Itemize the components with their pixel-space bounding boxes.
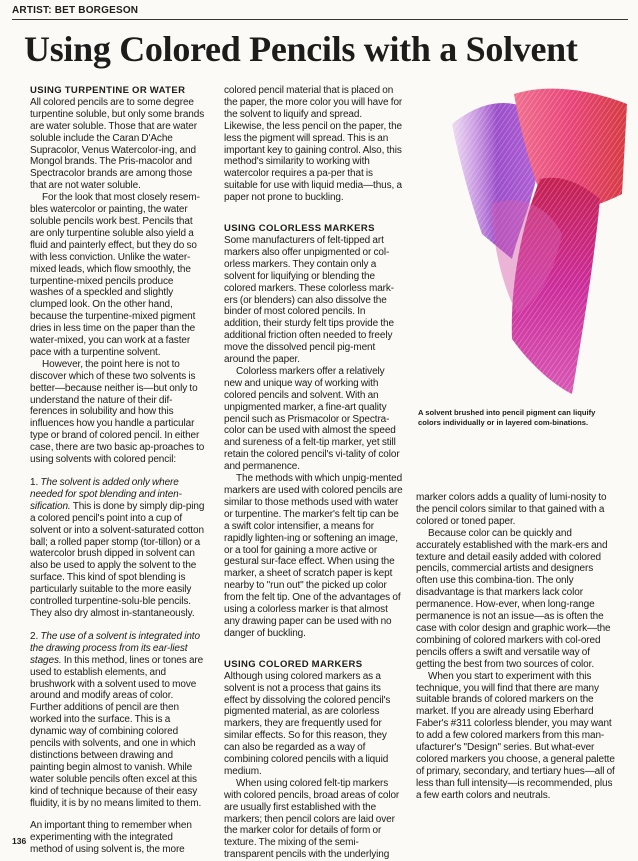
paragraph: Some manufacturers of felt-tipped art markers also offer unpigmented or col-orless markers. They contain only a solvent for liquifying or blending the colored markers. These colorless mark-ers (or blenders) can also dissolve the binder of most colored pencils. In addition, their sturdy felt tips provide the additional friction often needed to freely move the dissolved pencil pig-ment around the paper. (224, 234, 395, 366)
paragraph: colored pencil material that is placed on the paper, the more color you will have for the solvent to liquify and spread. Likewise, the less pencil on the paper, the less the pigment will spread. This is an important key to gaining control. Also, this method's similarity to working with watercolor requires a pa-per that is suitable for use with liquid media—thus, a paper not prone to buckling. (224, 85, 403, 204)
paragraph: For the look that most closely resem-bles watercolor or painting, the water soluble pencils work best. Pencils that are only turpentine soluble also yield a fluid and painterly effect, but they do so with less conviction. Unlike the water-mixed leads, which flow smoothly, the turpentine-mixed pencils produce washes of a speckled and slightly clumped look. On the other hand, because the turpentine-mixed pigment dries in less time on the paper than the water-mixed, you can work at a faster pace with a turpentine solvent. (30, 192, 200, 358)
paragraph: When you start to experiment with this technique, you will find that there are many suitable brands of colored markers on the market. If you are already using Eberhard Faber's #311 colorless blender, you may want to add a few colored markers from this man-ufacturer's "Design" series. But what-ever colored markers you choose, a general palette of primary, secondary, and tertiary hues—all of less than full intensity—is recommended, plus a few earth colors and neutrals. (416, 670, 615, 801)
paragraph: All colored pencils are to some degree turpentine soluble, but only some brands are water soluble. Those that are water soluble include the Caran D'Ache Supracolor, Venus Watercolor-ing, and Mongol brands. The Pris-macolor and Spectracolor brands are among those that are not water soluble. (30, 96, 205, 192)
item-emphasis: The solvent is added only where needed for spot blending and inten-sification. (30, 477, 182, 512)
section-heading-turpentine-water: USING TURPENTINE OR WATER (30, 85, 186, 96)
solvent-pencil-illustration (422, 84, 627, 404)
column-2 (224, 85, 404, 861)
header-rule (12, 19, 628, 20)
item-text: In this method, lines or tones are used to establish elements, and brushwork with a solvent used to move around and modify areas of color. Further additions of pencil are then worked into the surface. This is a dynamic way of combining colored pencils with solvents, and one in which distinctions between drawing and painting begin almost to vanish. While water soluble pencils often excel at this kind of technique because of their easy fluidity, it is by no means limited to them. (30, 654, 204, 809)
artist-credit: ARTIST: BET BORGESON (12, 5, 139, 16)
section-heading-colored-markers: USING COLORED MARKERS (224, 658, 363, 670)
column-3 (416, 492, 616, 802)
column-1 (30, 85, 205, 856)
item-text: This is done by simply dip-ping a colored pencil's point into a cup of solvent or into a solvent-saturated cotton ball; a rolled paper stomp (tor-tillon) or a watercolor brush dipped in solvent can also be used to apply the solvent to the surface. This kind of spot blending is particularly suitable to the more easily controlled turpentine-solu-ble pencils. They also dry almost in-stantaneously. (30, 500, 205, 619)
item-number: 1. (30, 477, 41, 488)
numbered-item-2 (30, 631, 205, 810)
paragraph: Colorless markers offer a relatively new and unique way of working with colored pencils and solvent. With an unpigmented marker, a fine-art quality pencil such as Prismacolor or Spectra-color can be used with almost the speed and sureness of a felt-tip marker, yet still retain the colored pencil's vi-tality of color and permanence. (224, 365, 400, 473)
item-emphasis: The use of a solvent is integrated into the drawing process from its ear-liest stages. (30, 630, 200, 666)
numbered-item-1 (30, 477, 205, 620)
paragraph: marker colors adds a quality of lumi-nosity to the pencil colors similar to that gained with a colored or toned paper. (416, 492, 607, 527)
paragraph: Although using colored markers as a solvent is not a process that gains its effect by dissolving the colored pencil's pigmented material, as are colorless markers, they are frequently used for similar effects. So for this reason, they can also be regarded as a way of combining colored pencils with a liquid medium. (224, 670, 391, 777)
page-title: Using Colored Pencils with a Solvent (24, 29, 578, 69)
page-number: 136 (12, 836, 27, 846)
paragraph: However, the point here is not to discover which of these two solvents is better—because neither is—but only to understand the nature of their dif-ferences in solubility and how this influences how you handle a particular type or brand of colored pencil. In either case, there are two basic ap-proaches to using solvents with colored pencil: (30, 358, 205, 466)
figure-caption: A solvent brushed into pencil pigment can liquify colors individually or in layered com-binations. (418, 408, 596, 427)
paragraph: An important thing to remember when experimenting with the integrated method of using solvent is, the more (30, 820, 192, 856)
item-number: 2. (30, 630, 41, 642)
paragraph: The methods with which unpig-mented markers are used with colored pencils are similar to those methods used with water or turpentine. The marker's felt tip can be a swift color intensifier, a means for rapidly lighten-ing or softening an image, or a tool for gaining a more active or gestural sur-face effect. When using the marker, a sheet of scratch paper is kept nearby to "run out" the picked up color from the felt tip. One of the advantages of using a colorless marker is that almost any drawing paper can be used with no danger of buckling. (224, 473, 403, 639)
section-heading-colorless-markers: USING COLORLESS MARKERS (224, 223, 375, 235)
paragraph: When using colored felt-tip markers with colored pencils, broad areas of color are usually first established with the markers; then pencil colors are laid over the marker color for details of form or texture. The mixing of the semi-transparent pencils with the underlying (224, 777, 400, 861)
paragraph: Because color can be quickly and accurately established with the mark-ers and texture and detail easily added with colored pencils, commercial artists and designers often use this combina-tion. The only disadvantage is that markers lack color permanence. How-ever, when long-range permanence is not an issue—as is often the case with color design and graphic work—the combining of colored markers with col-ored pencils offers a swift and versatile way of getting the best from two sources of color. (416, 527, 611, 670)
